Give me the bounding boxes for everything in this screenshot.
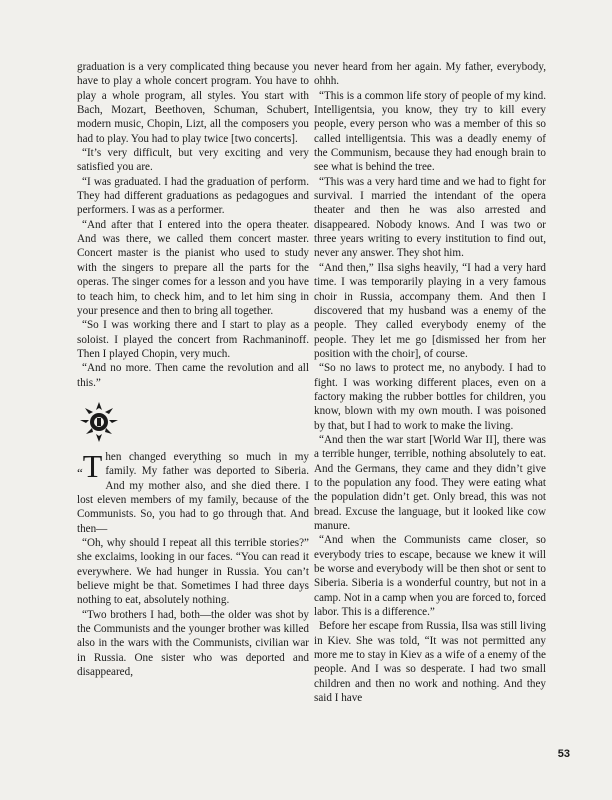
- floral-ornament-icon: [77, 400, 121, 444]
- drop-cap-paragraph-text: hen changed everything so much in my family. My father was deported to Siberia. And my mother also, and she died there. I lost eleven members of my family, because of the Communists. So, you had to go through that. And then—: [77, 450, 309, 535]
- paragraph: Before her escape from Russia, Ilsa was still living in Kiev. She was told, “It was not permitted any more me to stay in Kiev as a wife of a enemy of the people. And I was so desperate. I had two small children and then no work and nothing. And they said I have: [314, 620, 546, 705]
- paragraph: “Two brothers I had, both—the older was shot by the Communists and the younger brother was killed also in the wars with the Communists, civilian war in Russia. One sister who was deported and disappeared,: [77, 608, 309, 679]
- paragraph: never heard from her again. My father, everybody, ohhh.: [314, 61, 546, 88]
- paragraph: “I was graduated. I had the graduation of perform. They had different graduations as pedagogues and performers. I was as a performer.: [77, 175, 309, 217]
- paragraph: “And when the Communists came closer, so everybody tries to escape, because we knew it will be worse and everybody will be then shot or sent to Siberia. Siberia is a wonderful country, but not in a camp. Not in a camp when you are forced to, forced labor. This is a difference.”: [314, 534, 547, 619]
- paragraph: “And then,” Ilsa sighs heavily, “I had a very hard time. I was temporarily playing in a very famous choir in Russia, accompany them. And then I discovered that my husband was a enemy of the people. They called everybody enemy of the people. They let me go [dismissed her from her position with the choir], of course.: [314, 261, 546, 360]
- drop-cap-paragraph: [77, 447, 309, 536]
- left-text-column: [77, 60, 309, 679]
- paragraph: “So I was working there and I start to play as a soloist. I played the concert from Rachmaninoff. Then I played Chopin, very much.: [77, 319, 309, 360]
- paragraph: “And after that I entered into the opera theater. And was there, we called them concert master. Concert master is the pianist who used to study with the singers to prepare all the parts for the operas. The singer comes for a lesson and you have to teach him, to check him, and to let him sing in your presence and then to bring all together.: [77, 218, 309, 317]
- paragraph: “And then the war start [World War II], there was a terrible hunger, terrible, nothing absolutely to eat. And the Germans, they came and they didn’t give to the population any food. They were eating what the population didn’t get. Only bread, this was not bread. Excuse the language, but it looked like cow manure.: [314, 433, 546, 532]
- paragraph: “Oh, why should I repeat all this terrible stories?” she exclaims, looking in our faces. “You can read it everywhere. We had hunger in Russia. You can’t believe might be that. Sometimes I had three days nothing to eat, absolutely nothing.: [77, 536, 309, 607]
- paragraph: “This was a very hard time and we had to fight for survival. I married the intendant of the opera theater and then he was also arrested and disappeared. Nobody knows. And I was two or three years writing to every institution to find out, never any answer. They shot him.: [314, 175, 546, 260]
- right-text-column: [314, 60, 546, 705]
- paragraph: “It’s very difficult, but very exciting and very satisfied you are.: [77, 147, 309, 174]
- paragraph: “This is a common life story of people of my kind. Intelligentsia, you know, they try to kill every people, every person who was a member of this so called intelligentsia. This was a deadly enemy of the Communism, because they had enough brain to see what is behind the tree.: [314, 89, 546, 174]
- paragraph: “So no laws to protect me, no anybody. I had to fight. I was working different places, even on a factory making the rubber bottles for children, you know, blown with my own mouth. I was poisoned by that, but I had to work to make the living.: [314, 362, 546, 432]
- page-number: 53: [557, 748, 570, 760]
- paragraph: “And no more. Then came the revolution and all this.”: [77, 362, 309, 389]
- drop-cap: “T: [77, 447, 103, 484]
- paragraph: graduation is a very complicated thing because you have to play a whole concert program. You have to play a whole program, all styles. You start with Bach, Mozart, Beethoven, Schuman, Schubert, modern music, Chopin, Lizt, all the composers you had to play. You had to play twice [two concerts].: [77, 61, 309, 145]
